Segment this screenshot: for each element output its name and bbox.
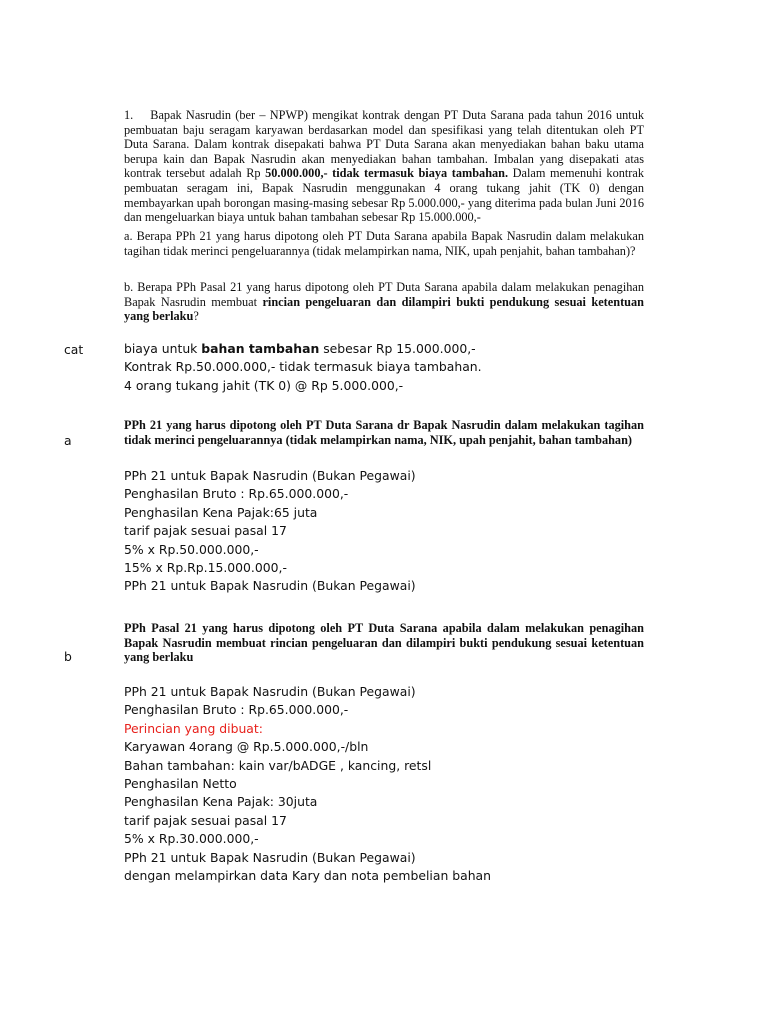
answer-a-line: tarif pajak sesuai pasal 17 (124, 523, 287, 539)
answer-a-line: Penghasilan Bruto : Rp.65.000.000,- (124, 486, 349, 502)
question-1-paragraph (124, 108, 644, 225)
answer-b-line-5: Bahan tambahan: kain var/bADGE , kancing, retsl (124, 757, 432, 773)
answer-a-line: 5% x Rp.50.000.000,- (124, 541, 259, 557)
subquestion-b (124, 280, 644, 324)
answer-a-line: PPh 21 untuk Bapak Nasrudin (Bukan Pegawai) (124, 468, 416, 483)
section-a-heading: PPh 21 yang harus dipotong oleh PT Duta Sarana dr Bapak Nasrudin dalam melakukan tagihan tidak merinci pengeluarannya (tidak melampirkan nama, NIK, upah penjahit, bahan tambahan) (124, 418, 644, 447)
section-b-answer (124, 683, 491, 885)
subquestion-b-text-bold: rincian pengeluaran dan dilampiri bukti pendukung sesuai ketentuan yang berlaku (124, 294, 644, 324)
cat-note-line-3: 4 orang tukang jahit (TK 0) @ Rp 5.000.000,- (124, 377, 404, 393)
answer-b-perincian-heading: Perincian yang dibuat: (124, 720, 263, 736)
cat-note-line-2: Kontrak Rp.50.000.000,- tidak termasuk biaya tambahan. (124, 359, 482, 375)
subquestion-a (124, 229, 644, 258)
cat-note-1-post: sebesar Rp 15.000.000,- (319, 341, 476, 356)
answer-b-line-7: Penghasilan Kena Pajak: 30juta (124, 794, 318, 810)
subquestion-b-text-part1: b. Berapa PPh Pasal 21 yang harus dipotong oleh PT Duta Sarana apabila dalam melakukan penagihan Bapak Nasrudin membuat (124, 280, 644, 309)
section-b-heading: PPh Pasal 21 yang harus dipotong oleh PT Duta Sarana apabila dalam melakukan penagihan Bapak Nasrudin membuat rincian pengeluaran dan dilampiri bukti pendukung sesuai ketentuan yang berlaku (124, 621, 644, 665)
answer-b-line-4: Karyawan 4orang @ Rp.5.000.000,-/bln (124, 739, 369, 755)
answer-b-line-11: dengan melampirkan data Kary dan nota pembelian bahan (124, 868, 491, 884)
cat-note-1-pre: biaya untuk (124, 341, 202, 356)
question-text-part2: Dalam memenuhi kontrak pembuatan seragam ini, Bapak Nasrudin menggunakan 4 orang tukang jahit (TK 0) dengan membayarkan upah borongan masing-masing sebesar Rp 5.000.000,- yang diterima pada bulan Juni 2016 dan mengeluarkan biaya untuk bahan tambahan sebesar Rp 15.000.000,- (124, 166, 644, 225)
answer-b-line-6: Penghasilan Netto (124, 776, 237, 792)
section-a-label: a (64, 433, 72, 448)
answer-a-line: PPh 21 untuk Bapak Nasrudin (Bukan Pegawai) (124, 578, 416, 594)
cat-note-line-1 (124, 340, 482, 358)
answer-b-line-9: 5% x Rp.30.000.000,- (124, 831, 259, 847)
answer-a-line: Penghasilan Kena Pajak:65 juta (124, 504, 318, 520)
cat-label: cat (64, 342, 84, 357)
subquestion-b-text-end: ? (193, 309, 199, 324)
cat-notes (124, 340, 482, 395)
answer-a-line: 15% x Rp.Rp.15.000.000,- (124, 560, 287, 576)
section-b-label: b (64, 649, 72, 664)
question-number: 1. (124, 108, 134, 122)
answer-b-line-8: tarif pajak sesuai pasal 17 (124, 812, 287, 828)
subquestion-a-text: a. Berapa PPh 21 yang harus dipotong oleh PT Duta Sarana apabila Bapak Nasrudin dalam melakukan tagihan tidak merinci pengeluarannya (tidak melampirkan nama, NIK, upah penjahit, bahan tambahan)? (124, 229, 644, 258)
cat-note-1-bold: bahan tambahan (201, 341, 320, 356)
question-text-part1: Bapak Nasrudin (ber – NPWP) mengikat kontrak dengan PT Duta Sarana pada tahun 2016 untuk pembuatan baju seragam karyawan berdasarkan model dan spesifikasi yang telah ditentukan oleh PT Duta Sarana. Dalam kontrak disepakati bahwa PT Duta Sarana akan menyediakan bahan baku utama berupa kain dan Bapak Nasrudin akan menyediakan bahan tambahan. Imbalan yang disepakati atas kontrak tersebut adalah Rp (124, 108, 645, 181)
answer-b-line-10: PPh 21 untuk Bapak Nasrudin (Bukan Pegawai) (124, 849, 416, 865)
question-text-bold: 50.000.000,- tidak termasuk biaya tambahan. (265, 166, 509, 181)
section-a-answer (124, 467, 416, 596)
answer-b-line-2: Penghasilan Bruto : Rp.65.000.000,- (124, 702, 349, 718)
answer-b-line-1: PPh 21 untuk Bapak Nasrudin (Bukan Pegawai) (124, 684, 416, 699)
